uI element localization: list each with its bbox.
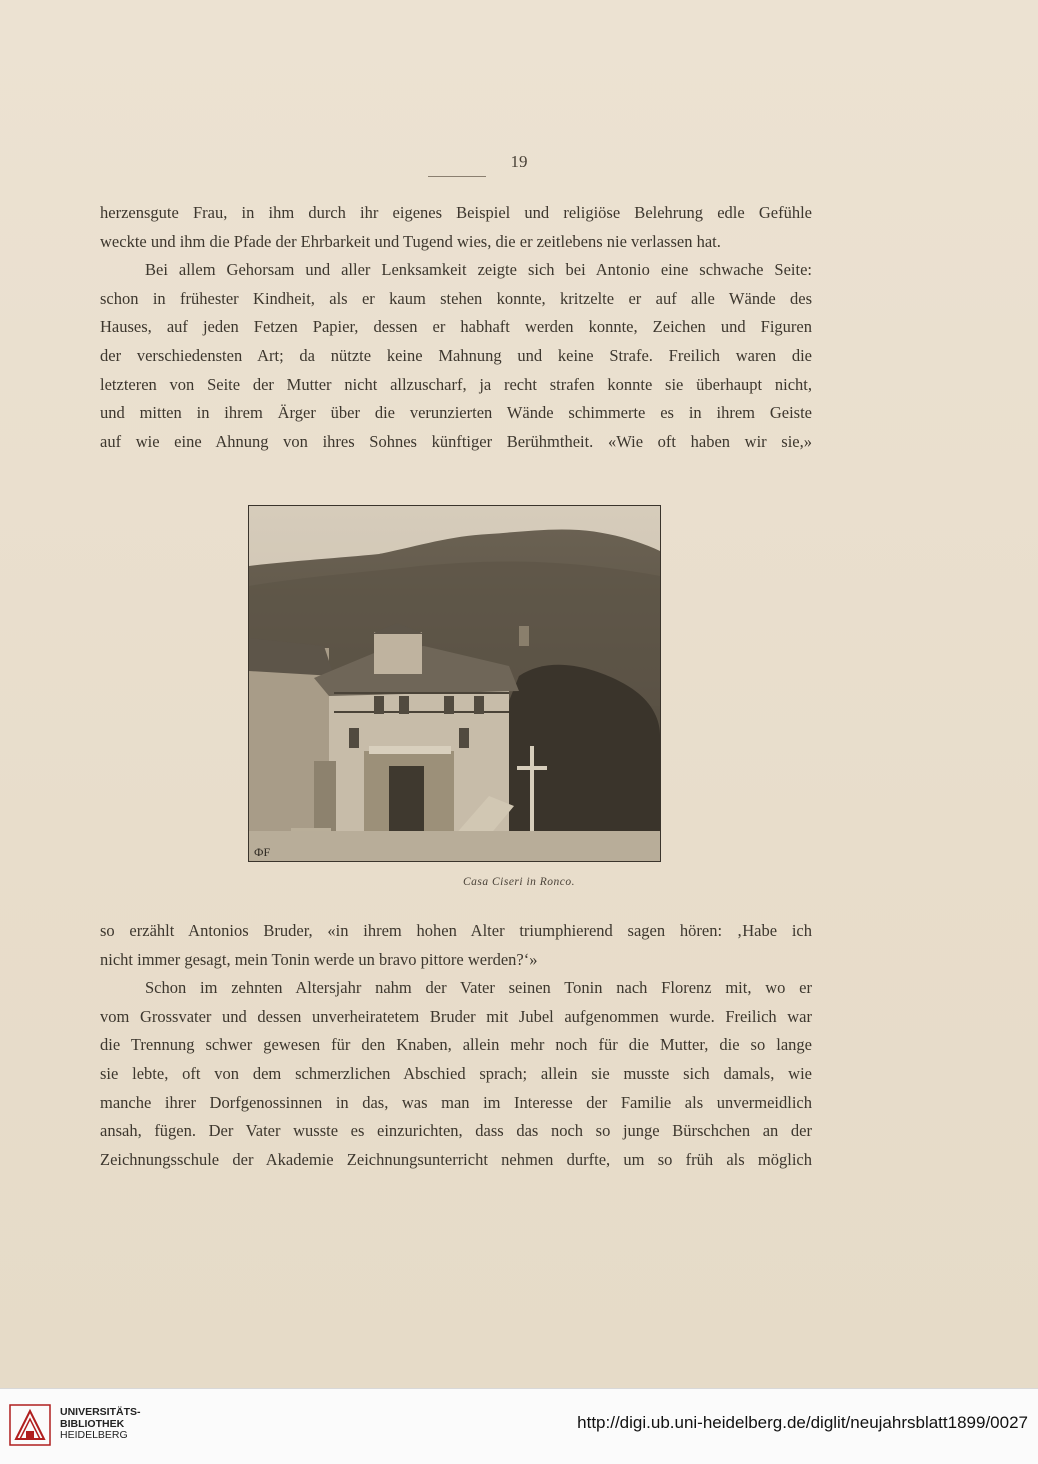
library-name-line: BIBLIOTHEK xyxy=(60,1417,125,1430)
text-line: manche ihrer Dorfgenossinnen in das, was man im Interesse der Familie als unvermeidlich xyxy=(100,1092,812,1112)
viewer-footer xyxy=(0,1388,1038,1464)
text-line: auf wie eine Ahnung von ihres Sohnes künftiger Berühmtheit. «Wie oft haben wir sie,» xyxy=(100,431,812,451)
text-line: nicht immer gesagt, mein Tonin werde un bravo pittore werden?‘» xyxy=(100,949,538,969)
library-name-line: UNIVERSITÄTS- xyxy=(60,1406,141,1418)
photo-illustration xyxy=(249,506,660,861)
text-line: Schon im zehnten Altersjahr nahm der Vater seinen Tonin nach Florenz mit, wo er xyxy=(145,978,812,998)
text-line: Bei allem Gehorsam und aller Lenksamkeit zeigte sich bei Antonio eine schwache Seite: xyxy=(145,260,812,280)
text-line: und mitten in ihrem Ärger über die verunzierten Wände schimmerte es in ihrem Geiste xyxy=(100,403,812,423)
permalink-url[interactable]: http://digi.ub.uni-heidelberg.de/diglit/neujahrsblatt1899/0027 xyxy=(577,1413,1028,1432)
page-number-rule xyxy=(428,176,486,177)
text-line: Hauses, auf jeden Fetzen Papier, dessen er habhaft werden konnte, Zeichen und Figuren xyxy=(100,317,812,337)
text-block-top xyxy=(100,199,812,456)
text-line: weckte und ihm die Pfade der Ehrbarkeit und Tugend wies, die er zeitlebens nie verlassen hat. xyxy=(100,231,721,251)
photo-casa-ciseri xyxy=(248,505,661,862)
text-line: sie lebte, oft von dem schmerzlichen Abschied sprach; allein sie musste sich damals, wie xyxy=(100,1063,812,1083)
monogram-text: ФF xyxy=(254,845,271,859)
text-line: Zeichnungsschule der Akademie Zeichnungsunterricht nehmen durfte, um so früh als möglich xyxy=(100,1149,812,1169)
text-line: ansah, fügen. Der Vater wusste es einzurichten, dass das noch so junge Bürschchen an der xyxy=(100,1121,812,1141)
text-line: vom Grossvater und dessen unverheiratetem Bruder mit Jubel aufgenommen wurde. Freilich war xyxy=(100,1006,812,1026)
text-block-bottom xyxy=(100,917,812,1174)
text-line: der verschiedensten Art; da nützte keine Mahnung und keine Strafe. Freilich waren die xyxy=(100,345,812,365)
university-library-logo-icon xyxy=(8,1403,52,1447)
text-line: schon in frühester Kindheit, als er kaum stehen konnte, kritzelte er auf alle Wände des xyxy=(100,288,812,308)
library-name-line: HEIDELBERG xyxy=(60,1429,128,1441)
page-number: 19 xyxy=(510,152,528,171)
text-line: so erzählt Antonios Bruder, «in ihrem hohen Alter triumphierend sagen hören: ‚Habe ich xyxy=(100,921,812,940)
library-name xyxy=(60,1407,141,1442)
figure-caption: Casa Ciseri in Ronco. xyxy=(462,876,576,888)
text-line: herzensgute Frau, in ihm durch ihr eigenes Beispiel und religiöse Belehrung edle Gefühle xyxy=(100,203,812,222)
text-line: die Trennung schwer gewesen für den Knaben, allein mehr noch für die Mutter, die so lange xyxy=(100,1035,812,1055)
text-line: letzteren von Seite der Mutter nicht allzuscharf, ja recht strafen konnte sie überhaupt nicht, xyxy=(100,374,812,394)
